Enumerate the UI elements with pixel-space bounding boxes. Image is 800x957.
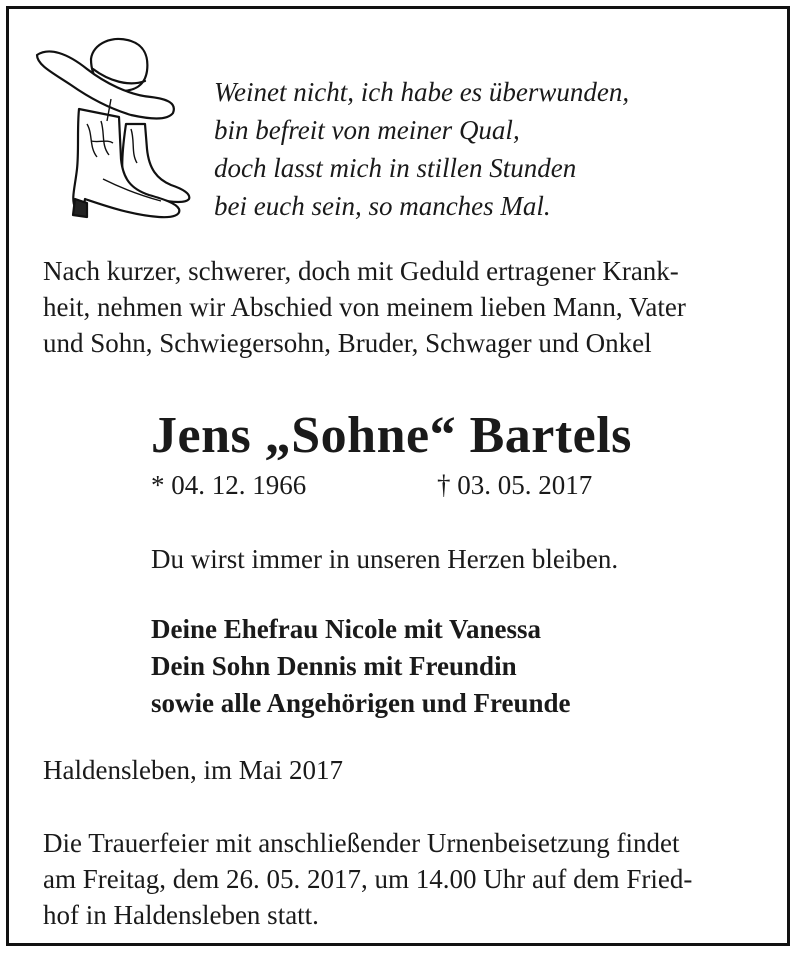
mourner-line: Dein Sohn Dennis mit Freundin [151,651,517,681]
tribute-line: Du wirst immer in unseren Herzen bleiben. [151,544,619,574]
ceremony-line: am Freitag, dem 26. 05. 2017, um 14.00 Uhr auf dem Fried- [43,864,693,894]
death-date: † 03. 05. 2017 [437,470,593,500]
birth-date: * 04. 12. 1966 [151,470,307,500]
mourner-line: Deine Ehefrau Nicole mit Vanessa [151,614,541,644]
poem-line: Weinet nicht, ich habe es überwunden, [214,77,630,107]
deceased-name: Jens „Sohne“ Bartels [151,407,632,464]
poem-line: doch lasst mich in stillen Stunden [214,153,577,183]
ceremony-line: Die Trauerfeier mit anschließender Urnenbeisetzung findet [43,828,680,858]
place-and-date: Haldensleben, im Mai 2017 [43,755,343,785]
mourners-list [151,611,571,722]
intro-text [43,253,686,361]
poem-line: bei euch sein, so manches Mal. [214,191,551,221]
cowboy-hat-and-boots-icon [31,29,201,229]
poem [214,73,629,225]
ceremony-info [43,825,692,933]
intro-line: und Sohn, Schwiegersohn, Bruder, Schwager und Onkel [43,328,652,358]
obituary-frame [6,6,790,946]
mourner-line: sowie alle Angehörigen und Freunde [151,688,571,718]
poem-line: bin befreit von meiner Qual, [214,115,520,145]
ceremony-line: hof in Haldensleben statt. [43,900,319,930]
intro-line: Nach kurzer, schwerer, doch mit Geduld ertragener Krank- [43,256,679,286]
intro-line: heit, nehmen wir Abschied von meinem lieben Mann, Vater [43,292,686,322]
